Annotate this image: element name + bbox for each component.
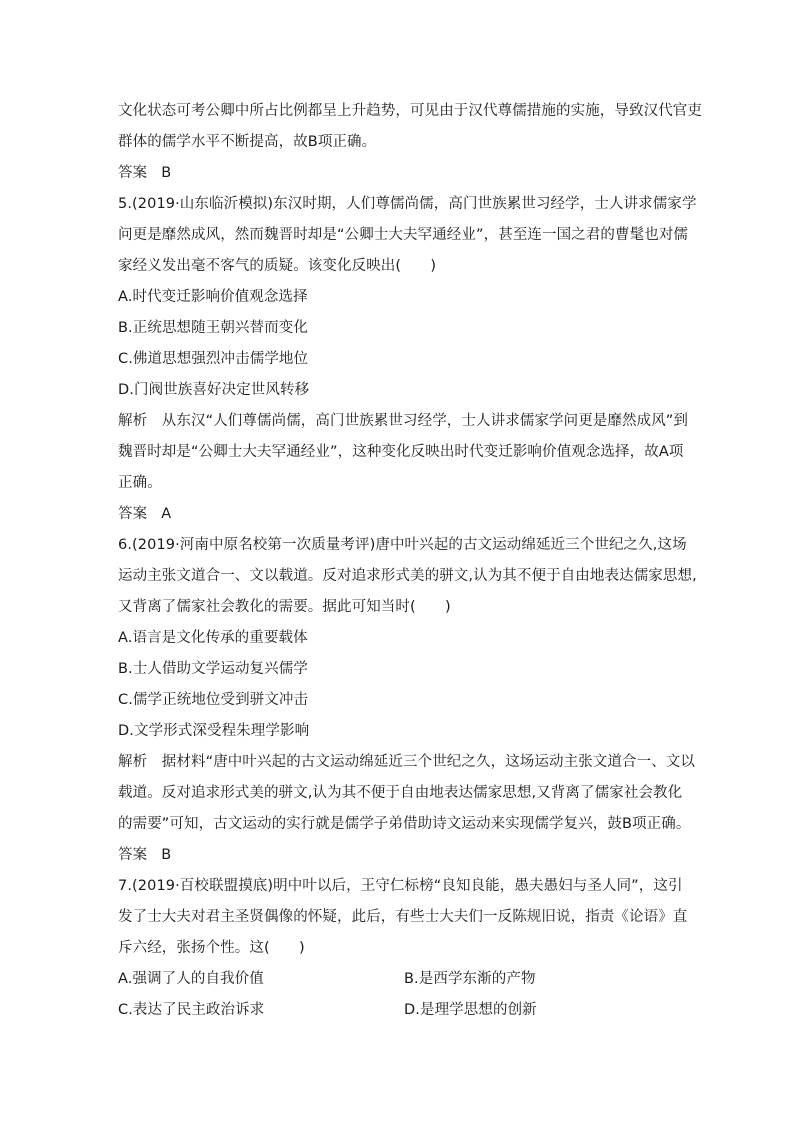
question-5-stem: 5.(2019·山东临沂模拟)东汉时期，人们尊儒尚儒，高门世族累世习经学，士人讲求儒家学 bbox=[118, 196, 697, 212]
answer-line bbox=[118, 840, 702, 871]
question-5-option-b: B.正统思想随王朝兴替而变化 bbox=[118, 320, 308, 336]
answer-label: 答案 bbox=[118, 165, 148, 181]
document-page bbox=[118, 96, 702, 1026]
answer-value: A bbox=[161, 506, 172, 522]
question-5-option-a: A.时代变迁影响价值观念选择 bbox=[118, 289, 308, 305]
answer-label: 答案 bbox=[118, 506, 148, 522]
question-6-analysis: 载道。反对追求形式美的骈文,认为其不便于自由地表达儒家思想,又背离了儒家社会教化 bbox=[118, 785, 683, 801]
question-7-option-a: A.强调了人的自我价值 bbox=[118, 971, 264, 987]
text-line: 群体的儒学水平不断提高，故B项正确。 bbox=[118, 134, 377, 150]
question-6-option-d: D.文学形式深受程朱理学影响 bbox=[118, 723, 310, 739]
question-7-stem: 发了士大夫对君主圣贤偶像的怀疑，此后，有些士大夫们一反陈规旧说，指责《论语》直 bbox=[118, 909, 688, 925]
question-5-stem: 家经义发出毫不客气的质疑。该变化反映出( ) bbox=[118, 258, 437, 274]
question-7-options-row bbox=[118, 995, 702, 1026]
question-7-option-c: C.表达了民主政治诉求 bbox=[118, 1002, 265, 1018]
question-5-stem: 问更是靡然成风，然而魏晋时却是“公卿士大夫罕通经业”，甚至连一国之君的曹髦也对儒 bbox=[118, 227, 689, 243]
question-6-stem: 又背离了儒家社会教化的需要。据此可知当时( ) bbox=[118, 599, 451, 615]
answer-value: B bbox=[161, 165, 172, 181]
answer-label: 答案 bbox=[118, 847, 148, 863]
answer-line bbox=[118, 499, 702, 530]
question-6-stem: 运动主张文道合一、文以载道。反对追求形式美的骈文,认为其不便于自由地表达儒家思想, bbox=[118, 568, 697, 584]
answer-value: B bbox=[161, 847, 172, 863]
question-6-option-c: C.儒学正统地位受到骈文冲击 bbox=[118, 692, 309, 708]
question-5-analysis: 魏晋时却是“公卿士大夫罕通经业”，这种变化反映出时代变迁影响价值观念选择，故A项 bbox=[118, 444, 684, 460]
question-6-option-b: B.士人借助文学运动复兴儒学 bbox=[118, 661, 308, 677]
question-7-stem: 7.(2019·百校联盟摸底)明中叶以后，王守仁标榜“良知良能，愚夫愚妇与圣人同”，这引 bbox=[118, 878, 683, 894]
question-6-analysis: 的需要”可知，古文运动的实行就是儒学子弟借助诗文运动来实现儒学复兴，鼓B项正确。 bbox=[118, 816, 691, 832]
question-6-option-a: A.语言是文化传承的重要载体 bbox=[118, 630, 308, 646]
question-5-option-c: C.佛道思想强烈冲击儒学地位 bbox=[118, 351, 309, 367]
question-5-option-d: D.门阀世族喜好决定世风转移 bbox=[118, 382, 310, 398]
question-6-stem: 6.(2019·河南中原名校第一次质量考评)唐中叶兴起的古文运动绵延近三个世纪之久,这场 bbox=[118, 537, 687, 553]
question-7-options-row bbox=[118, 964, 702, 995]
question-7-stem: 斥六经，张扬个性。这( ) bbox=[118, 940, 305, 956]
question-5-analysis: 解析 从东汉“人们尊儒尚儒，高门世族累世习经学，士人讲求儒家学问更是靡然成风”到 bbox=[118, 413, 689, 429]
question-7-option-b: B.是西学东渐的产物 bbox=[404, 971, 536, 987]
question-5-analysis: 正确。 bbox=[118, 475, 162, 491]
answer-line bbox=[118, 158, 702, 189]
text-line: 文化状态可考公卿中所占比例都呈上升趋势，可见由于汉代尊儒措施的实施，导致汉代官吏 bbox=[118, 103, 702, 119]
question-6-analysis: 解析 据材料“唐中叶兴起的古文运动绵延近三个世纪之久，这场运动主张文道合一、文以 bbox=[118, 754, 696, 770]
question-7-option-d: D.是理学思想的创新 bbox=[404, 1002, 537, 1018]
